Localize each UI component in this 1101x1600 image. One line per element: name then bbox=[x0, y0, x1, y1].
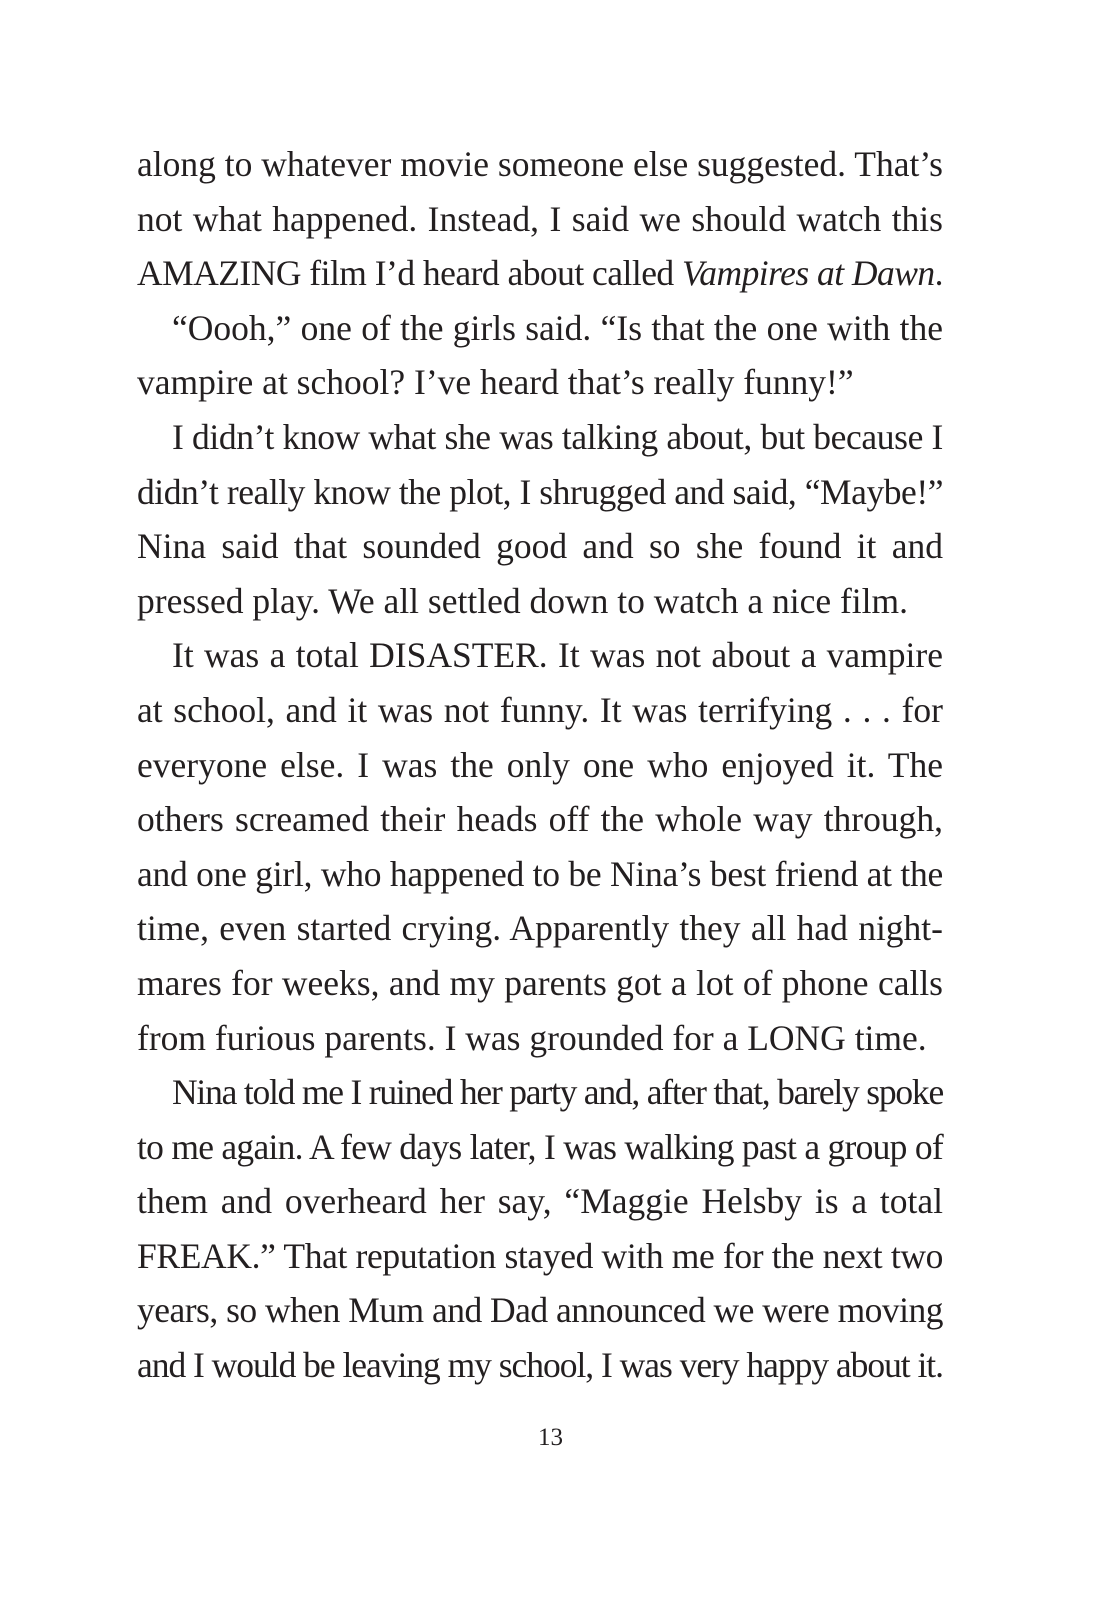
text-line: along to whatever movie someone else suggested. That’s bbox=[137, 144, 943, 184]
paragraph-start-line: Nina told me I ruined her party and, after that, barely spoke bbox=[172, 1072, 943, 1113]
text-line: mares for weeks, and my parents got a lot of phone calls bbox=[137, 962, 943, 1003]
text-line: and one girl, who happened to be Nina’s best friend at the bbox=[137, 853, 943, 894]
text-line: pressed play. We all settled down to watch a nice film. bbox=[137, 580, 909, 621]
text-line: at school, and it was not funny. It was terrifying . . . for bbox=[137, 689, 943, 730]
text-line: and I would be leaving my school, I was very happy about it. bbox=[137, 1345, 943, 1386]
text-line bbox=[137, 246, 943, 301]
text-line: them and overheard her say, “Maggie Helsby is a total bbox=[137, 1181, 943, 1222]
text-line: vampire at school? I’ve heard that’s really funny!” bbox=[137, 362, 854, 403]
text-line: everyone else. I was the only one who enjoyed it. The bbox=[137, 744, 943, 785]
text-line: FREAK.” That reputation stayed with me for the next two bbox=[137, 1235, 944, 1276]
text-line-segment: AMAZING film I’d heard about called bbox=[137, 253, 683, 294]
text-line-segment: . bbox=[934, 253, 943, 294]
page-number: 13 bbox=[538, 1424, 563, 1451]
text-line: time, even started crying. Apparently they all had night- bbox=[137, 908, 943, 949]
body-text bbox=[137, 137, 943, 1393]
paragraph-start-line: It was a total DISASTER. It was not about a vampire bbox=[172, 635, 943, 676]
text-line: years, so when Mum and Dad announced we were moving bbox=[137, 1290, 943, 1331]
text-line: didn’t really know the plot, I shrugged and said, “Maybe!” bbox=[137, 471, 944, 512]
text-line: to me again. A few days later, I was walking past a group of bbox=[137, 1126, 943, 1167]
text-line: others screamed their heads off the whole way through, bbox=[137, 799, 943, 840]
paragraph-start-line: I didn’t know what she was talking about, but because I bbox=[172, 416, 943, 457]
book-title: Vampires at Dawn bbox=[682, 253, 935, 294]
text-line: from furious parents. I was grounded for a LONG time. bbox=[137, 1017, 927, 1058]
paragraph-start-line: “Oooh,” one of the girls said. “Is that the one with the bbox=[172, 307, 943, 348]
text-line: Nina said that sounded good and so she found it and bbox=[137, 526, 943, 567]
text-line: not what happened. Instead, I said we should watch this bbox=[137, 198, 943, 239]
